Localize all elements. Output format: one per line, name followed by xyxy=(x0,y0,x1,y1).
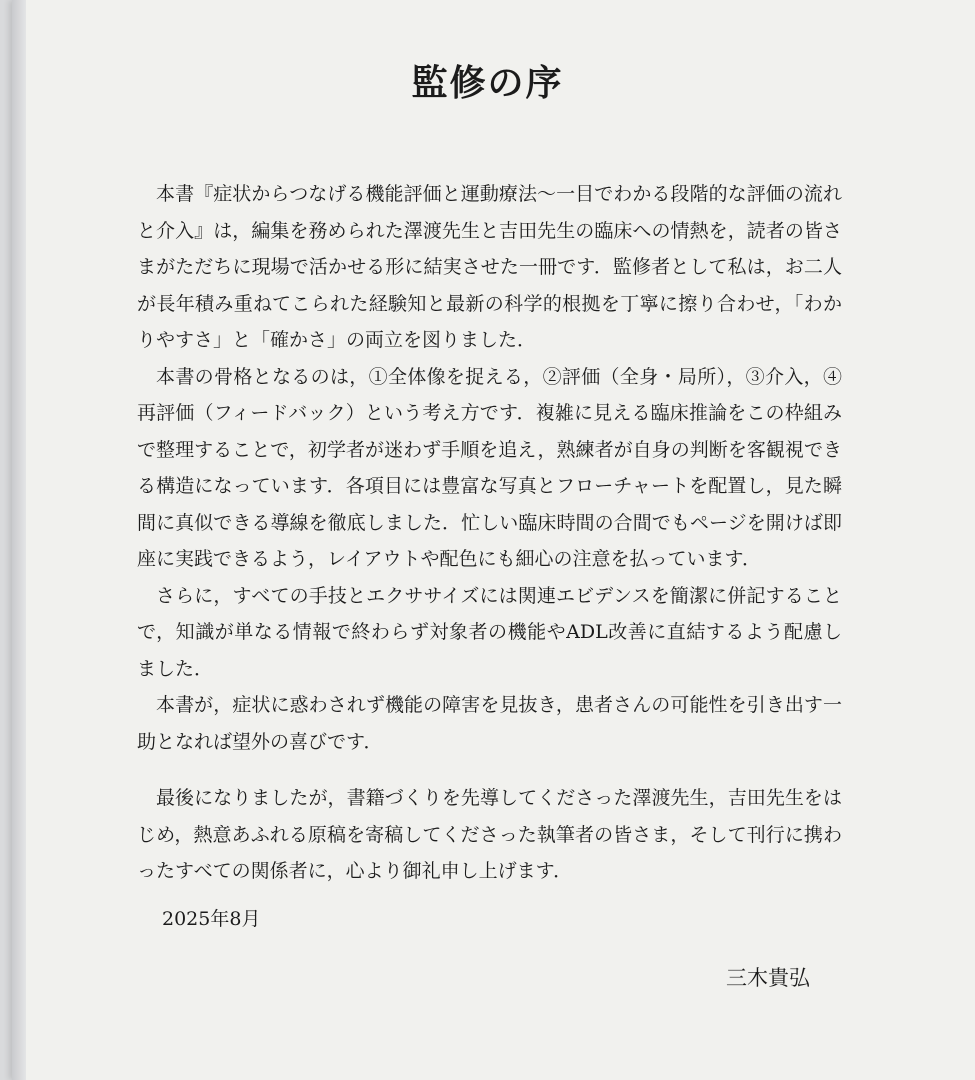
paragraph-intro: 本書『症状からつなげる機能評価と運動療法〜一目でわかる段階的な評価の流れと介入』は，編集を務められた澤渡先生と吉田先生の臨床への情熱を，読者の皆さまがただちに現場で活かせる形に結実させた一冊です．監修者として私は，お二人が長年積み重ねてこられた経験知と最新の科学的根拠を丁寧に擦り合わせ，「わかりやすさ」と「確かさ」の両立を図りました． xyxy=(137,183,842,351)
document-page xyxy=(12,0,975,1080)
paragraph-thanks: 最後になりましたが，書籍づくりを先導してくださった澤渡先生，吉田先生をはじめ，熱意あふれる原稿を寄稿してくださった執筆者の皆さま，そして刊行に携わったすべての関係者に，心より御礼申し上げます． xyxy=(137,787,842,882)
paragraph-evidence: さらに，すべての手技とエクササイズには関連エビデンスを簡潔に併記することで，知識が単なる情報で終わらず対象者の機能やADL改善に直結するよう配慮しました． xyxy=(137,584,842,680)
page-edge xyxy=(12,0,26,1080)
document-title: 監修の序 xyxy=(411,62,564,104)
document-author: 三木貴弘 xyxy=(726,966,810,990)
document-date: 2025年8月 xyxy=(162,908,261,930)
paragraph-structure: 本書の骨格となるのは，①全体像を捉える，②評価（全身・局所），③介入，④再評価（フィードバック）という考え方です．複雑に見える臨床推論をこの枠組みで整理することで，初学者が迷わず手順を追え，熟練者が自身の判断を客観視できる構造になっています．各項目には豊富な写真とフローチャートを配置し，見た瞬間に真似できる導線を徹底しました．忙しい臨床時間の合間でもページを開けば即座に実践できるよう，レイアウトや配色にも細心の注意を払っています． xyxy=(137,365,842,570)
document-body xyxy=(137,176,842,890)
paragraph-hope: 本書が，症状に惑わされず機能の障害を見抜き，患者さんの可能性を引き出す一助となれば望外の喜びです． xyxy=(137,694,842,753)
